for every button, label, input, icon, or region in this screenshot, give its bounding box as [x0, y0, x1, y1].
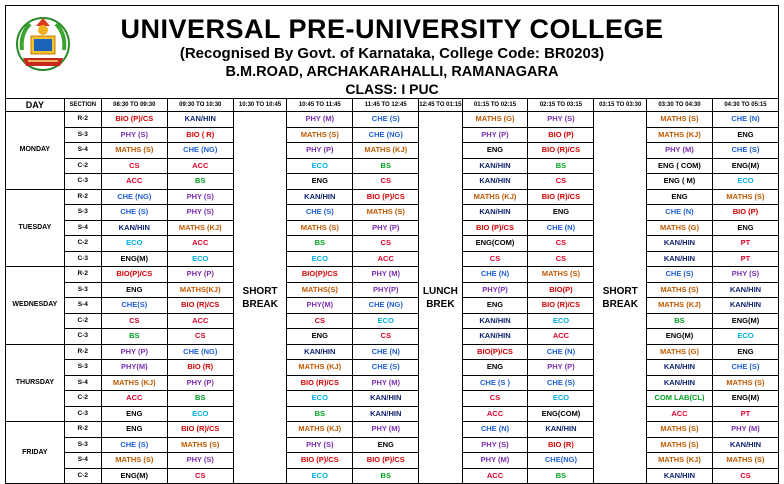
period-cell: ENG	[462, 143, 528, 159]
section-label: S-4	[64, 453, 101, 469]
period-cell: CS	[287, 313, 353, 329]
period-cell: BS	[353, 468, 419, 484]
section-label: C-3	[64, 406, 101, 422]
period-cell: MATHS (KJ)	[353, 143, 419, 159]
period-cell: PT	[712, 251, 778, 267]
period-cell: MATHS (KJ)	[462, 189, 528, 205]
period-cell: PHY (S)	[167, 205, 233, 221]
period-cell: PHY (S)	[462, 437, 528, 453]
table-row	[6, 406, 779, 422]
period-cell: CHE (S)	[101, 205, 167, 221]
table-row	[6, 422, 779, 438]
period-cell: KAN/HIN	[646, 468, 712, 484]
period-cell: ECO	[287, 468, 353, 484]
table-row	[6, 267, 779, 283]
period-cell: ECO	[712, 174, 778, 190]
period-cell: BS	[167, 391, 233, 407]
period-cell: KAN/HIN	[646, 375, 712, 391]
period-cell: CHE (N)	[528, 344, 594, 360]
table-row	[6, 236, 779, 252]
period-cell: ENG	[287, 329, 353, 345]
period-cell: BIO(P)/CS	[462, 344, 528, 360]
period-cell: ENG	[101, 282, 167, 298]
period-cell: BIO (R)	[167, 360, 233, 376]
period-cell: CS	[528, 251, 594, 267]
period-cell: MATHS (S)	[646, 422, 712, 438]
period-cell: CHE (N)	[712, 112, 778, 128]
period-cell: PHY (P)	[167, 375, 233, 391]
period-cell: BIO (R)/CS	[528, 189, 594, 205]
period-cell: PHY (P)	[462, 127, 528, 143]
period-cell: ENG(M)	[646, 329, 712, 345]
table-row	[6, 220, 779, 236]
section-label: S-4	[64, 375, 101, 391]
period-cell: ECO	[528, 391, 594, 407]
period-cell: BS	[528, 468, 594, 484]
period-cell: CHE (S)	[101, 437, 167, 453]
period-cell: MATHS (S)	[101, 143, 167, 159]
period-cell: KAN/HIN	[646, 360, 712, 376]
table-row	[6, 112, 779, 128]
period-cell: PHY (S)	[712, 267, 778, 283]
period-cell: CS	[167, 468, 233, 484]
table-row	[6, 158, 779, 174]
period-cell: BIO(P)	[528, 282, 594, 298]
period-cell: BS	[646, 313, 712, 329]
period-cell: MATHS (KJ)	[167, 220, 233, 236]
section-label: C-3	[64, 174, 101, 190]
table-row	[6, 251, 779, 267]
period-cell: PHY (S)	[101, 127, 167, 143]
period-cell: CS	[101, 158, 167, 174]
period-cell: BIO (P)/CS	[462, 220, 528, 236]
period-cell: PHY(M)	[287, 298, 353, 314]
period-cell: ENG	[462, 360, 528, 376]
period-cell: ACC	[646, 406, 712, 422]
day-label: TUESDAY	[6, 189, 65, 267]
column-header-time: 03:30 TO 04:30	[646, 99, 712, 112]
day-label: THURSDAY	[6, 344, 65, 422]
period-cell: KAN/HIN	[646, 251, 712, 267]
period-cell: PHY (P)	[353, 220, 419, 236]
period-cell: MATHS (S)	[353, 205, 419, 221]
period-cell: CHE (N)	[528, 220, 594, 236]
period-cell: PHY (S)	[287, 437, 353, 453]
period-cell: BS	[287, 236, 353, 252]
column-header-day: DAY	[6, 99, 65, 112]
period-cell: MATHS (S)	[646, 437, 712, 453]
period-cell: MATHS (G)	[646, 344, 712, 360]
period-cell: MATHS (S)	[646, 282, 712, 298]
class-label: CLASS: I PUC	[345, 81, 439, 97]
period-cell: BIO (P)/CS	[101, 112, 167, 128]
period-cell: BIO (R)	[528, 437, 594, 453]
period-cell: ACC	[462, 468, 528, 484]
section-label: R-2	[64, 267, 101, 283]
period-cell: PHY(P)	[353, 282, 419, 298]
header	[0, 0, 784, 100]
period-cell: ENG	[462, 298, 528, 314]
period-cell: ENG(M)	[712, 313, 778, 329]
section-label: S-3	[64, 437, 101, 453]
period-cell: ENG(M)	[712, 391, 778, 407]
period-cell: ECO	[528, 313, 594, 329]
period-cell: ENG ( COM)	[646, 158, 712, 174]
period-cell: CHE (S )	[462, 375, 528, 391]
period-cell: PHY (S)	[167, 189, 233, 205]
section-label: S-3	[64, 360, 101, 376]
period-cell: MATHS(S)	[287, 282, 353, 298]
period-cell: PHY (S)	[528, 112, 594, 128]
table-row	[6, 189, 779, 205]
period-cell: CHE (NG)	[167, 143, 233, 159]
table-row	[6, 282, 779, 298]
period-cell: KAN/HIN	[462, 158, 528, 174]
table-row	[6, 437, 779, 453]
period-cell: ENG(M)	[101, 468, 167, 484]
period-cell: KAN/HIN	[462, 329, 528, 345]
section-label: C-2	[64, 313, 101, 329]
section-label: S-4	[64, 143, 101, 159]
period-cell: BIO (R)/CS	[528, 143, 594, 159]
period-cell: ACC	[101, 174, 167, 190]
period-cell: ACC	[462, 406, 528, 422]
period-cell: MATHS (KJ)	[646, 298, 712, 314]
period-cell: CHE (NG)	[101, 189, 167, 205]
period-cell: MATHS (S)	[712, 375, 778, 391]
period-cell: PHY (M)	[712, 422, 778, 438]
period-cell: ECO	[353, 313, 419, 329]
period-cell: MATHS (S)	[712, 189, 778, 205]
table-row	[6, 329, 779, 345]
period-cell: MATHS (S)	[528, 267, 594, 283]
period-cell: BS	[353, 158, 419, 174]
period-cell: KAN/HIN	[646, 236, 712, 252]
period-cell: PHY (P)	[101, 344, 167, 360]
period-cell: BIO (P)	[528, 127, 594, 143]
period-cell: MATHS (G)	[462, 112, 528, 128]
period-cell: BIO (R)/CS	[287, 375, 353, 391]
section-label: C-2	[64, 236, 101, 252]
period-cell: ACC	[101, 391, 167, 407]
section-label: C-3	[64, 251, 101, 267]
period-cell: KAN/HIN	[462, 174, 528, 190]
period-cell: MATHS (KJ)	[287, 360, 353, 376]
period-cell: CS	[353, 236, 419, 252]
period-cell: ENG	[712, 344, 778, 360]
period-cell: ACC	[353, 251, 419, 267]
period-cell: PHY (M)	[353, 267, 419, 283]
period-cell: BIO (P)/CS	[287, 453, 353, 469]
period-cell: ENG	[712, 220, 778, 236]
period-cell: ENG(M)	[101, 251, 167, 267]
period-cell: BS	[528, 158, 594, 174]
section-label: C-2	[64, 158, 101, 174]
table-row	[6, 375, 779, 391]
period-cell: CHE (S)	[712, 143, 778, 159]
period-cell: PHY (P)	[287, 143, 353, 159]
period-cell: KAN/HIN	[287, 344, 353, 360]
period-cell: CHE (N)	[353, 344, 419, 360]
period-cell: ENG	[353, 437, 419, 453]
period-cell: ECO	[101, 236, 167, 252]
table-row	[6, 205, 779, 221]
table-row	[6, 174, 779, 190]
period-cell: ENG	[101, 406, 167, 422]
recognition-line: (Recognised By Govt. of Karnataka, College Code: BR0203)	[179, 45, 605, 62]
period-cell: PHY (M)	[287, 112, 353, 128]
period-cell: MATHS (S)	[712, 453, 778, 469]
period-cell: KAN/HIN	[101, 220, 167, 236]
period-cell: PHY(P)	[462, 282, 528, 298]
break-cell: SHORT BREAK	[233, 112, 287, 484]
period-cell: PT	[712, 406, 778, 422]
table-row	[6, 127, 779, 143]
period-cell: PHY (P)	[528, 360, 594, 376]
period-cell: MATHS (KJ)	[101, 375, 167, 391]
period-cell: BIO (R)/CS	[167, 422, 233, 438]
period-cell: MATHS (KJ)	[287, 422, 353, 438]
period-cell: CS	[712, 468, 778, 484]
day-label: FRIDAY	[6, 422, 65, 484]
period-cell: ACC	[528, 329, 594, 345]
period-cell: KAN/HIN	[528, 422, 594, 438]
table-row	[6, 391, 779, 407]
column-header-row	[6, 99, 779, 112]
period-cell: CS	[462, 251, 528, 267]
timetable	[5, 98, 779, 484]
period-cell: ACC	[167, 313, 233, 329]
period-cell: KAN/HIN	[712, 437, 778, 453]
section-label: R-2	[64, 189, 101, 205]
period-cell: COM LAB(CL)	[646, 391, 712, 407]
period-cell: CHE(NG)	[528, 453, 594, 469]
period-cell: ECO	[287, 158, 353, 174]
period-cell: CHE (S)	[353, 112, 419, 128]
column-header-time: 12:45 TO 01:15	[419, 99, 462, 112]
period-cell: ENG	[101, 422, 167, 438]
period-cell: BIO (R)/CS	[167, 298, 233, 314]
period-cell: KAN/HIN	[353, 406, 419, 422]
period-cell: ECO	[287, 251, 353, 267]
table-row	[6, 143, 779, 159]
period-cell: ECO	[712, 329, 778, 345]
period-cell: MATHS (S)	[167, 437, 233, 453]
college-name: UNIVERSAL PRE-UNIVERSITY COLLEGE	[120, 14, 664, 44]
period-cell: ENG(COM)	[462, 236, 528, 252]
period-cell: CHE (NG)	[353, 127, 419, 143]
period-cell: ACC	[167, 236, 233, 252]
period-cell: CS	[167, 329, 233, 345]
period-cell: KAN/HIN	[712, 282, 778, 298]
period-cell: ENG(COM)	[528, 406, 594, 422]
period-cell: MATHS (KJ)	[646, 127, 712, 143]
column-header-time: 03:15 TO 03:30	[594, 99, 647, 112]
section-label: C-2	[64, 468, 101, 484]
period-cell: BIO (P)/CS	[353, 189, 419, 205]
period-cell: KAN/HIN	[462, 313, 528, 329]
period-cell: ACC	[167, 158, 233, 174]
table-row	[6, 468, 779, 484]
period-cell: MATHS (S)	[287, 127, 353, 143]
period-cell: PHY (P)	[167, 267, 233, 283]
period-cell: KAN/HIN	[287, 189, 353, 205]
table-row	[6, 360, 779, 376]
table-row	[6, 313, 779, 329]
day-label: MONDAY	[6, 112, 65, 190]
period-cell: CHE (S)	[528, 375, 594, 391]
period-cell: BS	[287, 406, 353, 422]
period-cell: MATHS (S)	[646, 112, 712, 128]
period-cell: CS	[528, 174, 594, 190]
period-cell: PT	[712, 236, 778, 252]
period-cell: CS	[353, 174, 419, 190]
period-cell: MATHS(KJ)	[167, 282, 233, 298]
period-cell: BIO ( R)	[167, 127, 233, 143]
period-cell: CHE(S)	[101, 298, 167, 314]
break-cell: LUNCH BREK	[419, 112, 462, 484]
column-header-section: SECTION	[64, 99, 101, 112]
period-cell: PHY(M)	[101, 360, 167, 376]
period-cell: KAN/HIN	[712, 298, 778, 314]
period-cell: CS	[353, 329, 419, 345]
period-cell: CHE (N)	[462, 267, 528, 283]
period-cell: CHE (N)	[646, 205, 712, 221]
period-cell: CS	[462, 391, 528, 407]
column-header-time: 09:30 TO 10:30	[167, 99, 233, 112]
section-label: R-2	[64, 344, 101, 360]
period-cell: ECO	[167, 251, 233, 267]
period-cell: BIO (P)/CS	[353, 453, 419, 469]
column-header-time: 08:30 TO 09:30	[101, 99, 167, 112]
period-cell: CS	[101, 313, 167, 329]
column-header-time: 11:45 TO 12:45	[353, 99, 419, 112]
period-cell: BS	[101, 329, 167, 345]
period-cell: CHE (S)	[287, 205, 353, 221]
period-cell: ENG	[528, 205, 594, 221]
period-cell: PHY (M)	[646, 143, 712, 159]
period-cell: ECO	[167, 406, 233, 422]
period-cell: BIO(P)/CS	[101, 267, 167, 283]
period-cell: ENG ( M)	[646, 174, 712, 190]
section-label: S-3	[64, 282, 101, 298]
period-cell: ENG	[646, 189, 712, 205]
period-cell: BIO (P)	[712, 205, 778, 221]
period-cell: BS	[167, 174, 233, 190]
period-cell: MATHS (G)	[646, 220, 712, 236]
period-cell: ENG	[287, 174, 353, 190]
section-label: C-3	[64, 329, 101, 345]
period-cell: KAN/HIN	[462, 205, 528, 221]
period-cell: CHE (S)	[646, 267, 712, 283]
period-cell: CHE (S)	[353, 360, 419, 376]
section-label: C-2	[64, 391, 101, 407]
period-cell: ENG(M)	[712, 158, 778, 174]
period-cell: CHE (N)	[462, 422, 528, 438]
period-cell: CHE (NG)	[353, 298, 419, 314]
table-row	[6, 344, 779, 360]
period-cell: PHY (M)	[353, 422, 419, 438]
period-cell: BIO(P)/CS	[287, 267, 353, 283]
column-header-time: 04:30 TO 05:15	[712, 99, 778, 112]
period-cell: PHY (S)	[167, 453, 233, 469]
period-cell: MATHS (S)	[287, 220, 353, 236]
section-label: R-2	[64, 112, 101, 128]
period-cell: CHE (NG)	[167, 344, 233, 360]
column-header-time: 10:45 TO 11:45	[287, 99, 353, 112]
column-header-time: 02:15 TO 03:15	[528, 99, 594, 112]
address-line: B.M.ROAD, ARCHAKARAHALLI, RAMANAGARA	[225, 64, 559, 80]
period-cell: ECO	[287, 391, 353, 407]
section-label: S-3	[64, 205, 101, 221]
section-label: S-4	[64, 220, 101, 236]
period-cell: MATHS (KJ)	[646, 453, 712, 469]
section-label: S-3	[64, 127, 101, 143]
period-cell: CHE (S)	[712, 360, 778, 376]
day-label: WEDNESDAY	[6, 267, 65, 345]
period-cell: BIO (R)/CS	[528, 298, 594, 314]
column-header-time: 01:15 TO 02:15	[462, 99, 528, 112]
period-cell: PHY (M)	[462, 453, 528, 469]
period-cell: ENG	[712, 127, 778, 143]
period-cell: MATHS (S)	[101, 453, 167, 469]
period-cell: KAN/HIN	[353, 391, 419, 407]
period-cell: CS	[528, 236, 594, 252]
column-header-time: 10:30 TO 10:45	[233, 99, 287, 112]
section-label: S-4	[64, 298, 101, 314]
period-cell: KAN/HIN	[167, 112, 233, 128]
period-cell: PHY (M)	[353, 375, 419, 391]
break-cell: SHORT BREAK	[594, 112, 647, 484]
table-row	[6, 453, 779, 469]
section-label: R-2	[64, 422, 101, 438]
table-row	[6, 298, 779, 314]
